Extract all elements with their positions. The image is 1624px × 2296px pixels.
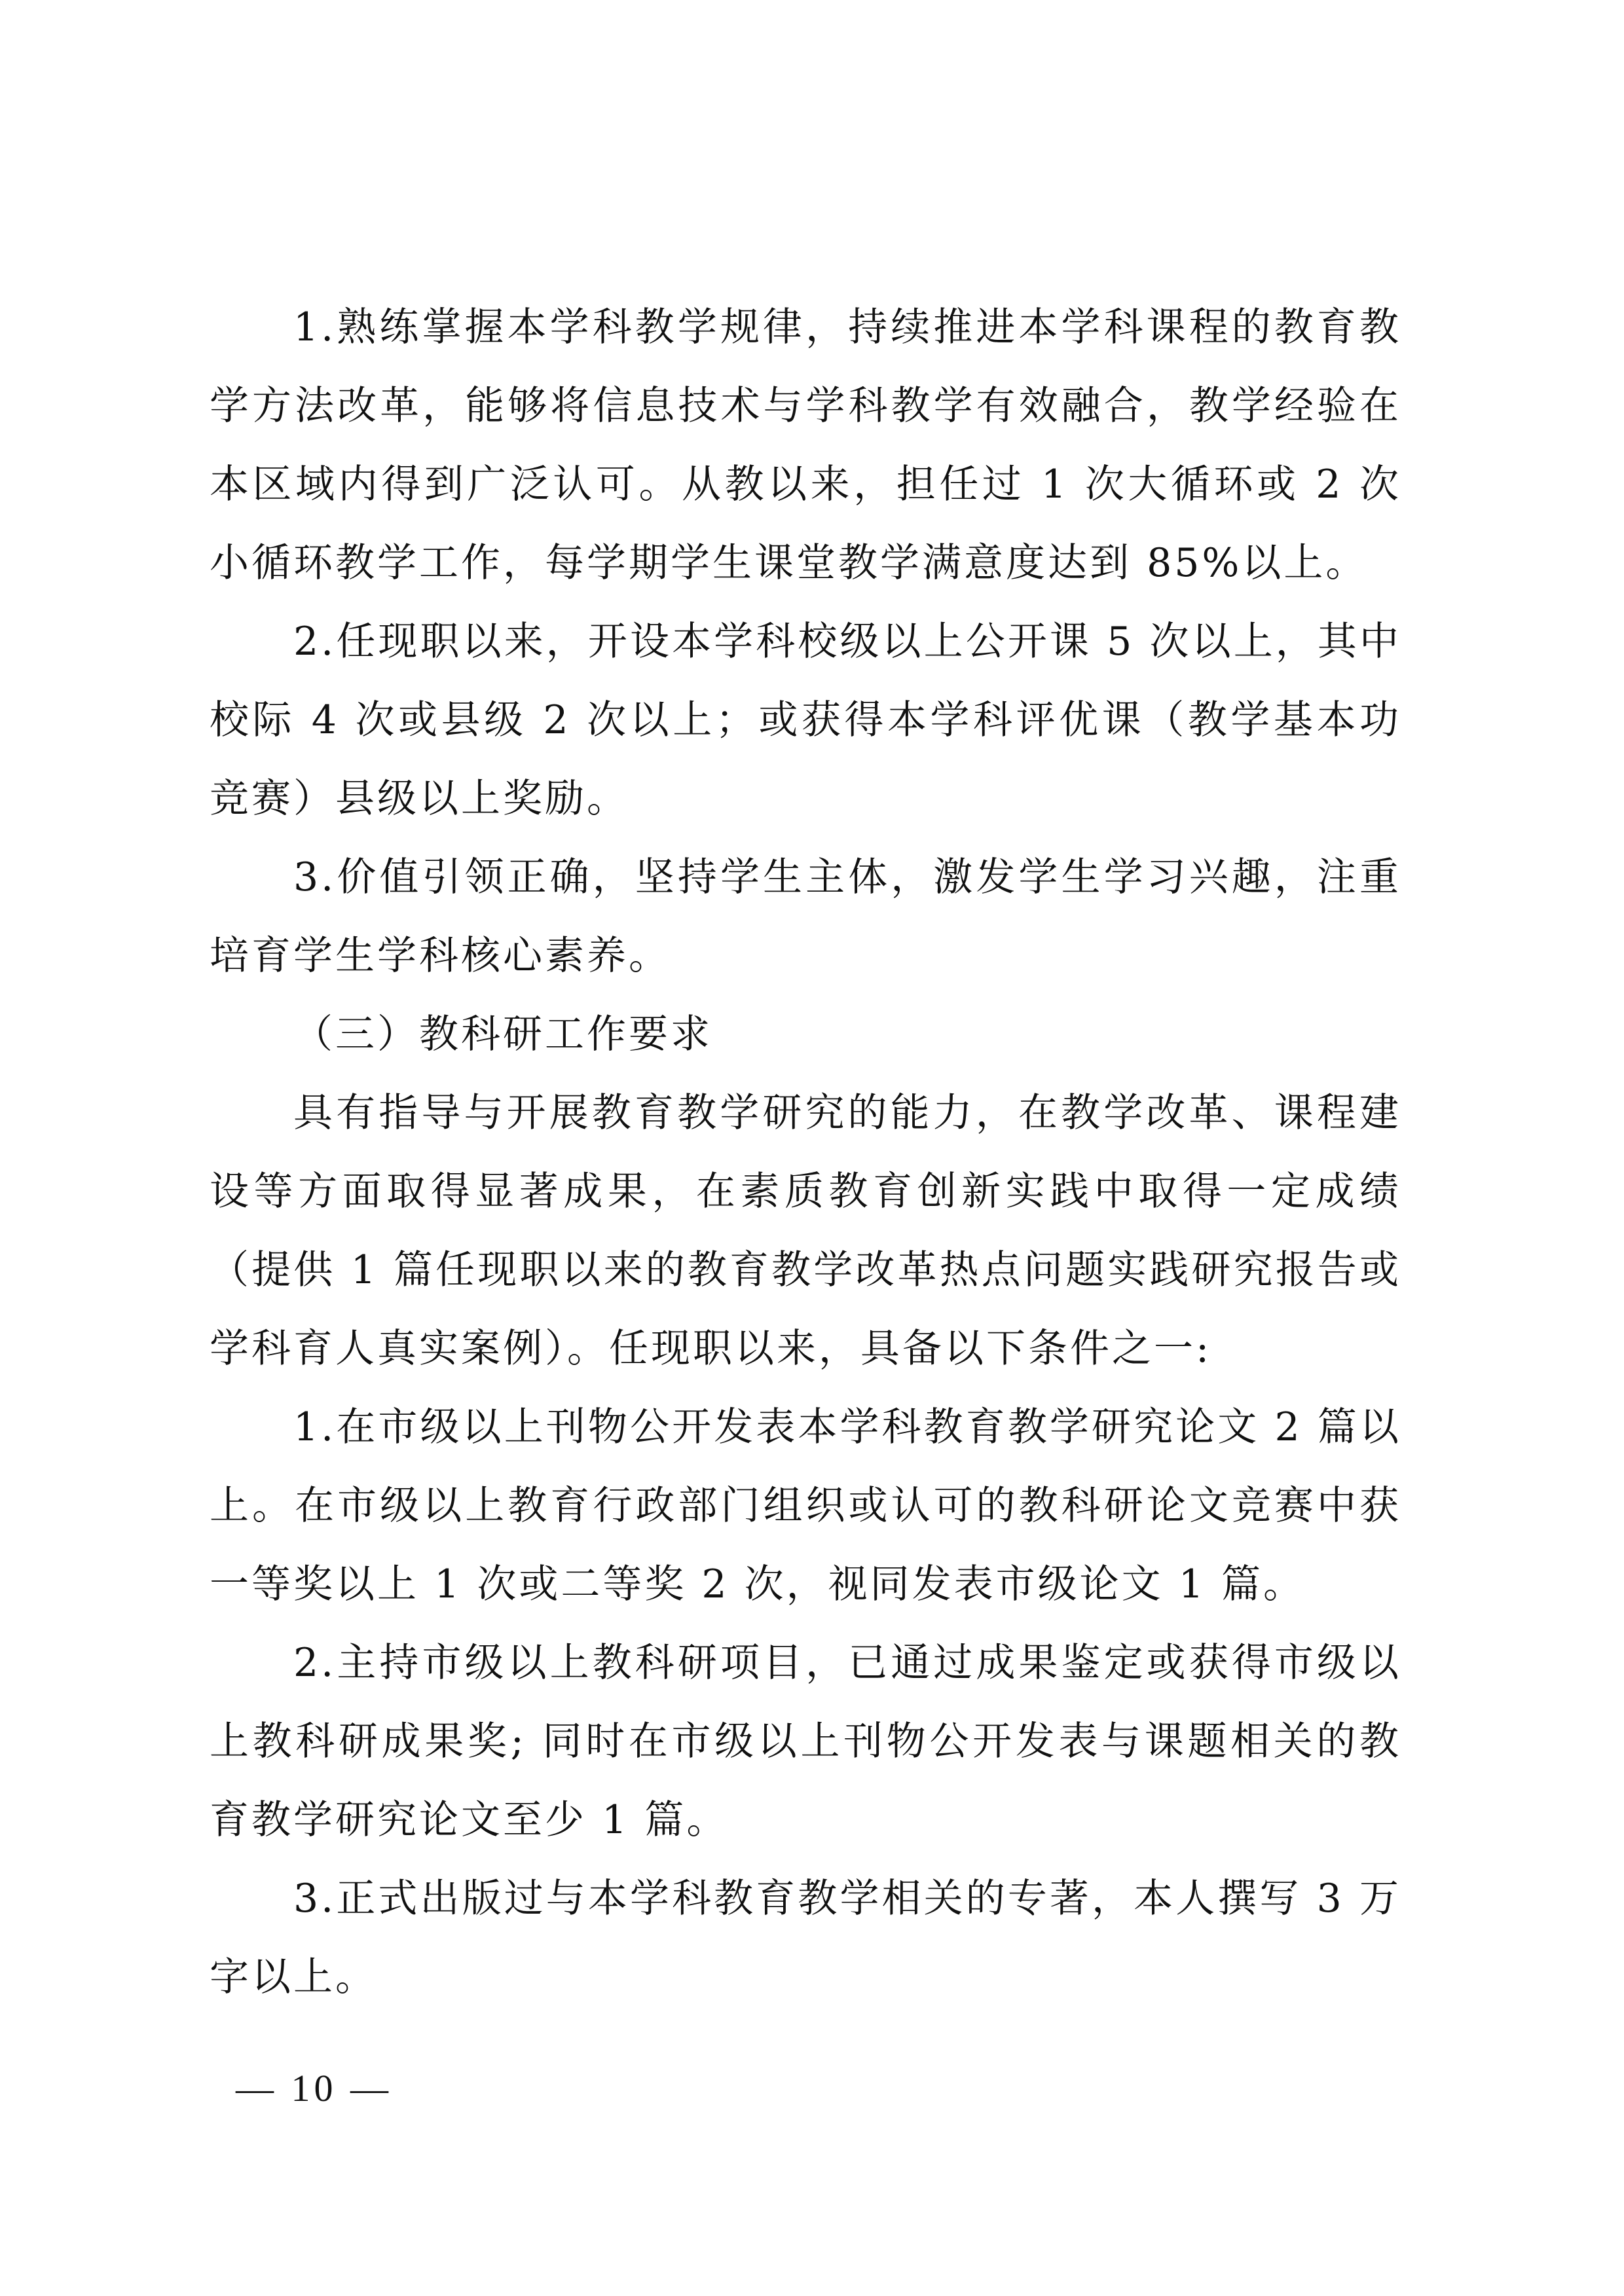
paragraph-open-class: 2.任现职以来，开设本学科校级以上公开课 5 次以上，其中校际 4 次或县级 2 次以上；或获得本学科评优课（教学基本功竞赛）县级以上奖励。 (210, 619, 1401, 822)
page-number: — 10 — (236, 2067, 392, 2109)
paragraph-paper-publication: 1.在市级以上刊物公开发表本学科教育教学研究论文 2 篇以上。在市级以上教育行政部门组织或认可的教科研论文竞赛中获一等奖以上 1 次或二等奖 2 次，视同发表市级论文 1 篇。 (210, 1404, 1401, 1607)
paragraph-research-project: 2.主持市级以上教科研项目，已通过成果鉴定或获得市级以上教科研成果奖; 同时在市级以上刊物公开发表与课题相关的教育教学研究论文至少 1 篇。 (210, 1640, 1401, 1843)
paragraph-monograph: 3.正式出版过与本学科教育教学相关的专著，本人撰写 3 万字以上。 (210, 1876, 1401, 2000)
section-heading-research: （三）教科研工作要求 (293, 1011, 712, 1057)
document-body (210, 288, 1401, 2016)
paragraph-value-guidance: 3.价值引领正确，坚持学生主体，激发学生学习兴趣，注重培育学生学科核心素养。 (210, 854, 1401, 979)
paragraph-research-ability: 具有指导与开展教育教学研究的能力，在教学改革、课程建设等方面取得显著成果，在素质教育创新实践中取得一定成绩（提供 1 篇任现职以来的教育教学改革热点问题实践研究报告或学科育人真实案例）。任现职以来，具备以下条件之一: (210, 1090, 1401, 1372)
paragraph-teaching-skill: 1.熟练掌握本学科教学规律，持续推进本学科课程的教育教学方法改革，能够将信息技术与学科教学有效融合，教学经验在本区域内得到广泛认可。从教以来，担任过 1 次大循环或 2 次小循环教学工作，每学期学生课堂教学满意度达到 85%以上。 (210, 304, 1401, 586)
